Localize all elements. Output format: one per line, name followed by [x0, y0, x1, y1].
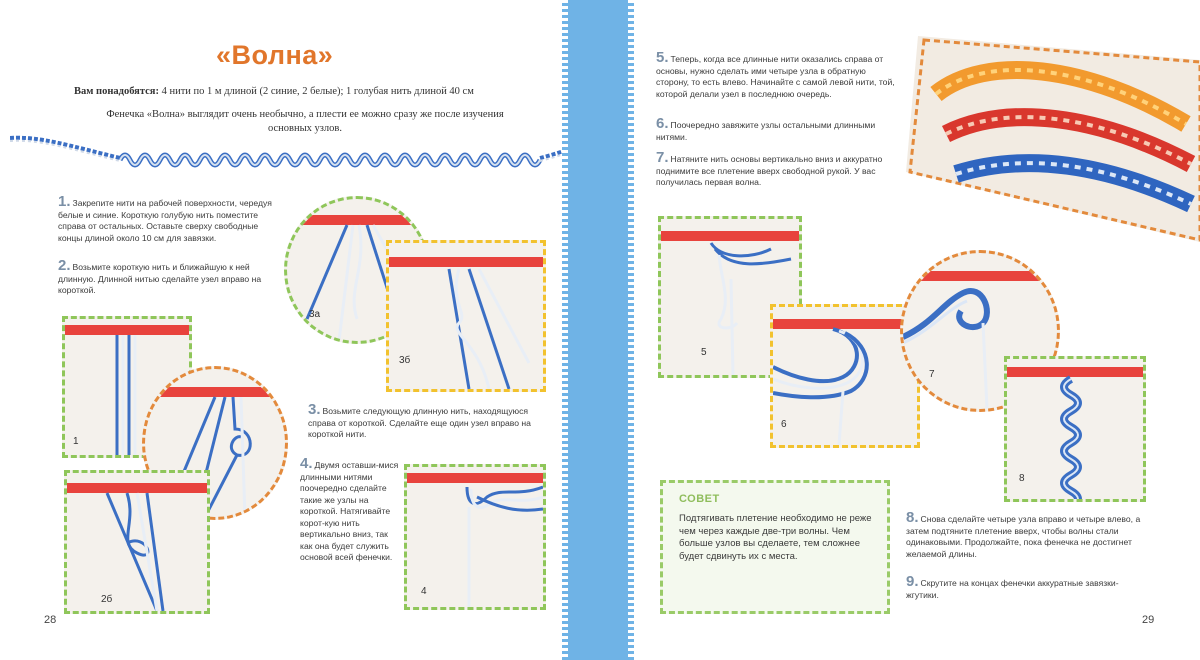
step-text: Закрепите нити на рабочей поверхности, чередуя белые и синие. Короткую голубую нить поместите справа от остальных. Оставьте сверху свободные концы длиной около 10 см для завязки.	[58, 198, 272, 243]
photo-label: 4	[421, 586, 427, 597]
threads-illustration	[389, 243, 543, 389]
photo-step-3b	[386, 240, 546, 392]
page-title: «Волна»	[216, 40, 334, 70]
book-spine	[565, 0, 631, 660]
threads-illustration	[407, 467, 543, 607]
step-5	[656, 49, 896, 100]
tip-box	[660, 480, 890, 614]
step-8	[906, 509, 1146, 560]
step-number: 9.	[906, 573, 919, 590]
photo-label: 2б	[101, 594, 113, 605]
left-page	[0, 0, 565, 660]
step-text: Поочередно завяжите узлы остальными длинными нитями.	[656, 120, 876, 142]
step-2	[58, 257, 280, 297]
materials-label: Вам понадобятся:	[74, 86, 159, 97]
page-number: 28	[44, 614, 57, 626]
step-number: 3.	[308, 401, 321, 418]
step-1	[58, 193, 280, 244]
step-number: 8.	[906, 509, 919, 526]
photo-label: 3б	[399, 355, 411, 366]
photo-step-8	[1004, 356, 1146, 502]
photo-label: 7	[929, 369, 935, 380]
tip-title: СОВЕТ	[679, 493, 720, 505]
bracelets-image	[906, 34, 1200, 242]
step-text: Скрутите на концах фенечки аккуратные завязки-жгутики.	[906, 578, 1119, 600]
step-text: Возьмите короткую нить и ближайшую к ней длинную. Длинной нитью сделайте узел вправо на короткой.	[58, 262, 262, 295]
step-number: 2.	[58, 257, 71, 274]
threads-illustration	[67, 473, 207, 611]
step-7	[656, 149, 892, 189]
photo-step-2b	[64, 470, 210, 614]
photo-label: 6	[781, 419, 787, 430]
photo-label: 1	[73, 436, 79, 447]
photo-step-4	[404, 464, 546, 610]
step-number: 5.	[656, 49, 669, 66]
step-3	[308, 401, 540, 441]
photo-label: 3а	[309, 309, 321, 320]
step-text: Снова сделайте четыре узла вправо и четыре влево, а затем подтяните плетение вверх, чтобы волны стали одинаковыми. Продолжайте, пока фенечка не достигнет желаемой длины.	[906, 514, 1141, 559]
step-number: 6.	[656, 115, 669, 132]
materials-line	[74, 86, 544, 97]
step-text: Теперь, когда все длинные нити оказались справа от основы, нужно сделать ими четыре узла в обратную сторону, то есть влево. Начинайте с самой левой нити, той, которой делали узел в последнюю очередь.	[656, 54, 895, 99]
photo-label: 8	[1019, 473, 1025, 484]
step-4	[300, 455, 400, 564]
materials-text: 4 нити по 1 м длиной (2 синие, 2 белые); 1 голубая нить длиной 40 см	[158, 86, 474, 97]
step-text: Двумя оставши-мися длинными нитями поочередно сделайте такие же узлы на короткой. Натягивайте корот-кую нить вертикально вниз, так как она будет служить основой всей фенечки.	[300, 460, 399, 562]
page-number: 29	[1142, 614, 1155, 626]
threads-illustration	[1007, 359, 1143, 499]
bracelet-illustration	[10, 128, 600, 178]
photo-step-6	[770, 304, 920, 448]
step-number: 4.	[300, 455, 313, 472]
step-number: 1.	[58, 193, 71, 210]
intro-text: Фенечка «Волна» выглядит очень необычно, а плести ее можно сразу же после изучения основных узлов.	[106, 109, 504, 134]
step-6	[656, 115, 896, 143]
photo-label: 5	[701, 347, 707, 358]
step-9	[906, 573, 1146, 601]
step-number: 7.	[656, 149, 669, 166]
step-text: Натяните нить основы вертикально вниз и аккуратно поднимите все плетение вверх свободной рукой. У вас получилась первая волна.	[656, 154, 883, 187]
product-photo	[906, 34, 1200, 242]
threads-illustration	[773, 307, 917, 445]
tip-text: Подтягивать плетение необходимо не реже чем через каждые две-три волны. Чем больше узлов вы сделаете, тем сложнее будет сдвинуть их с места.	[679, 513, 872, 562]
step-text: Возьмите следующую длинную нить, находящуюся справа от короткой. Сделайте еще один узел вправо на короткой нити.	[308, 406, 531, 439]
